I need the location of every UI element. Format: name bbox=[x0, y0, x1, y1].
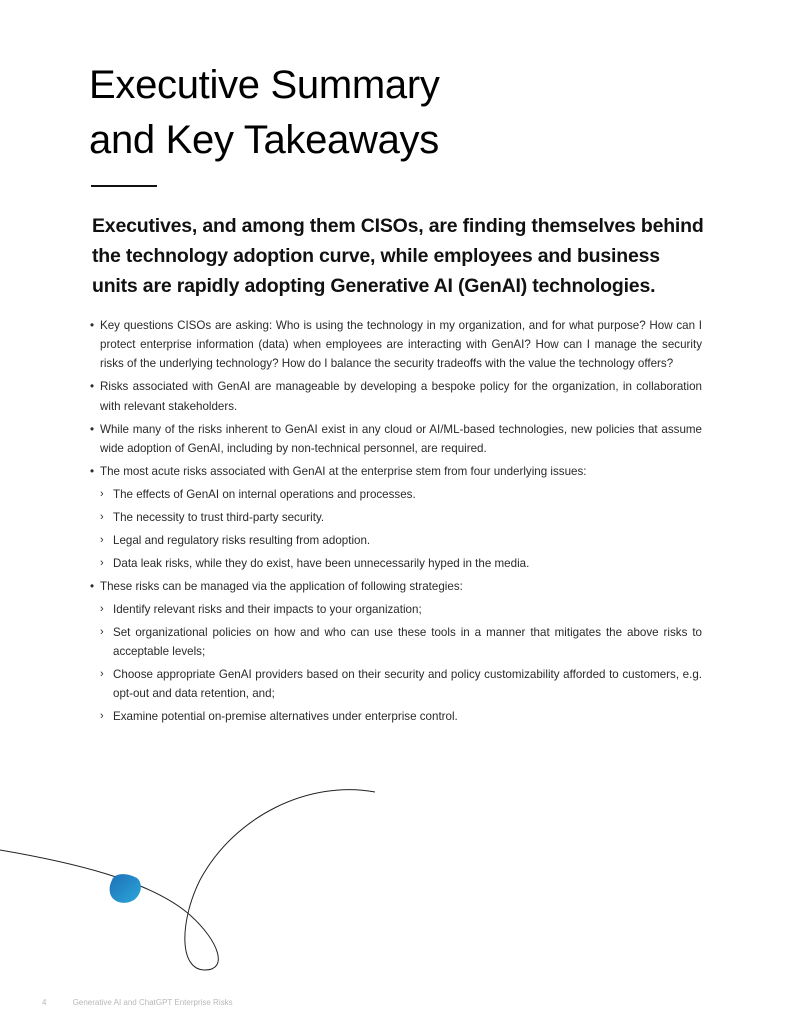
sub-list-item-text: The effects of GenAI on internal operations and processes. bbox=[113, 487, 416, 501]
list-item-text: The most acute risks associated with GenAI at the enterprise stem from four underlying issues: bbox=[100, 464, 587, 478]
list-item bbox=[90, 377, 702, 415]
lead-paragraph: Executives, and among them CISOs, are finding themselves behind the technology adoption curve, while employees and business units are rapidly adopting Generative AI (GenAI) technologies. bbox=[92, 215, 704, 297]
list-item bbox=[90, 462, 702, 481]
chevron-right-icon: › bbox=[100, 625, 104, 638]
list-item-text: While many of the risks inherent to GenAI exist in any cloud or AI/ML-based technologies, new policies that assume wide adoption of GenAI, including by non-technical personnel, are required. bbox=[100, 422, 702, 455]
title-line-2: and Key Takeaways bbox=[89, 118, 439, 162]
page-title bbox=[89, 58, 689, 168]
sub-list-item bbox=[90, 485, 702, 504]
list-item-text: Risks associated with GenAI are manageable by developing a bespoke policy for the organization, in collaboration with relevant stakeholders. bbox=[100, 380, 702, 413]
chevron-right-icon: › bbox=[100, 487, 104, 500]
chevron-right-icon: › bbox=[100, 533, 104, 546]
list-item bbox=[90, 577, 702, 596]
takeaways-list bbox=[90, 316, 702, 730]
sub-list-item bbox=[90, 600, 702, 619]
accent-dot bbox=[110, 874, 141, 903]
title-divider bbox=[91, 185, 157, 187]
bullet-icon: • bbox=[90, 422, 95, 436]
list-item bbox=[90, 420, 702, 458]
bullet-icon: • bbox=[90, 579, 95, 593]
list-item-text: Key questions CISOs are asking: Who is using the technology in my organization, and for what purpose? How can I protect enterprise information (data) when employees are interacting with GenAI? How can I manage the security risks of the underlying technology? How do I balance the security tradeoffs with the value the technology offers? bbox=[100, 319, 702, 371]
sub-list-item-text: The necessity to trust third-party security. bbox=[113, 510, 325, 524]
sub-list-item-text: Identify relevant risks and their impacts to your organization; bbox=[113, 602, 422, 616]
decorative-swirl bbox=[0, 770, 400, 980]
list-item bbox=[90, 316, 702, 374]
sub-list-item-text: Choose appropriate GenAI providers based on their security and policy customizability afforded to customers, e.g. opt-out and data retention, and; bbox=[113, 668, 702, 701]
title-line-1: Executive Summary bbox=[89, 63, 440, 107]
chevron-right-icon: › bbox=[100, 602, 104, 615]
sub-list-item bbox=[90, 707, 702, 726]
chevron-right-icon: › bbox=[100, 556, 104, 569]
bullet-icon: • bbox=[90, 319, 95, 332]
footer-document-title: Generative AI and ChatGPT Enterprise Risks bbox=[72, 998, 233, 1007]
sub-list-item bbox=[90, 665, 702, 703]
chevron-right-icon: › bbox=[100, 510, 104, 523]
sub-list-item-text: Data leak risks, while they do exist, have been unnecessarily hyped in the media. bbox=[113, 556, 530, 570]
sub-list-item-text: Legal and regulatory risks resulting from adoption. bbox=[113, 533, 371, 547]
sub-list-item-text: Set organizational policies on how and who can use these tools in a manner that mitigates the above risks to acceptable levels; bbox=[113, 625, 702, 659]
bullet-icon: • bbox=[90, 464, 95, 478]
chevron-right-icon: › bbox=[100, 710, 104, 723]
sub-list-item bbox=[90, 623, 702, 661]
chevron-right-icon: › bbox=[100, 668, 104, 681]
swirl-line bbox=[0, 790, 375, 970]
page-number: 4 bbox=[42, 998, 47, 1007]
list-item-text: These risks can be managed via the application of following strategies: bbox=[100, 579, 463, 593]
sub-list-item bbox=[90, 531, 702, 550]
bullet-icon: • bbox=[90, 380, 95, 394]
sub-list-item-text: Examine potential on-premise alternatives under enterprise control. bbox=[113, 710, 458, 724]
page-footer bbox=[42, 998, 233, 1007]
sub-list-item bbox=[90, 508, 702, 527]
sub-list-item bbox=[90, 554, 702, 573]
